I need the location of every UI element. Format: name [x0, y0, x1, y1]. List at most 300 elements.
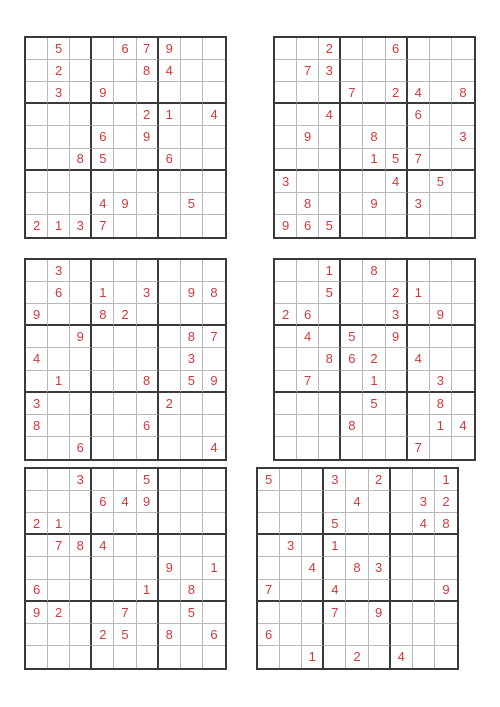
sudoku-cell: 5 [258, 469, 280, 491]
sudoku-cell: 1 [302, 646, 324, 668]
sudoku-cell [324, 557, 346, 579]
sudoku-cell [181, 646, 203, 668]
sudoku-cell [341, 371, 363, 393]
sudoku-cell [408, 326, 430, 348]
sudoku-cell: 5 [181, 193, 203, 215]
sudoku-cell [280, 646, 302, 668]
sudoku-cell: 6 [258, 624, 280, 646]
sudoku-cell [346, 469, 368, 491]
sudoku-cell: 4 [302, 557, 324, 579]
sudoku-cell [341, 260, 363, 282]
sudoku-cell [114, 393, 136, 415]
sudoku-cell [363, 215, 385, 237]
sudoku-cell [114, 60, 136, 82]
sudoku-cell [346, 535, 368, 557]
sudoku-cell [341, 149, 363, 171]
sudoku-cell [369, 491, 391, 513]
sudoku-cell [137, 326, 159, 348]
sudoku-cell: 6 [26, 580, 48, 602]
sudoku-cell [48, 557, 70, 579]
sudoku-cell [346, 602, 368, 624]
sudoku-cell [48, 193, 70, 215]
sudoku-cell [413, 535, 435, 557]
sudoku-cell: 1 [48, 371, 70, 393]
sudoku-cell [386, 193, 408, 215]
sudoku-cell [70, 260, 92, 282]
sudoku-cell [159, 260, 181, 282]
sudoku-cell [114, 104, 136, 126]
sudoku-cell [114, 371, 136, 393]
sudoku-cell: 4 [114, 491, 136, 513]
sudoku-cell: 5 [181, 602, 203, 624]
sudoku-cell [26, 437, 48, 459]
sudoku-cell: 8 [70, 535, 92, 557]
sudoku-cell [203, 469, 225, 491]
sudoku-cell [275, 437, 297, 459]
sudoku-cell [114, 215, 136, 237]
sudoku-cell [159, 469, 181, 491]
sudoku-cell [137, 624, 159, 646]
sudoku-cell [48, 104, 70, 126]
sudoku-cell [346, 624, 368, 646]
sudoku-cell: 1 [363, 149, 385, 171]
sudoku-cell [92, 602, 114, 624]
sudoku-cell: 4 [386, 171, 408, 193]
sudoku-cell: 2 [435, 491, 457, 513]
sudoku-cell [258, 535, 280, 557]
sudoku-cell [369, 535, 391, 557]
sudoku-cell [452, 60, 474, 82]
sudoku-cell [452, 437, 474, 459]
sudoku-cell [92, 437, 114, 459]
sudoku-cell: 8 [92, 304, 114, 326]
sudoku-cell [70, 491, 92, 513]
sudoku-cell [341, 437, 363, 459]
sudoku-cell [280, 580, 302, 602]
sudoku-cell: 6 [114, 38, 136, 60]
sudoku-cell: 9 [137, 126, 159, 148]
sudoku-cell [452, 371, 474, 393]
sudoku-cell [430, 38, 452, 60]
sudoku-cell [26, 82, 48, 104]
sudoku-cell [413, 602, 435, 624]
sudoku-cell [280, 624, 302, 646]
sudoku-cell [26, 282, 48, 304]
sudoku-cell: 8 [341, 415, 363, 437]
sudoku-cell [181, 557, 203, 579]
sudoku-cell [452, 104, 474, 126]
sudoku-cell [408, 371, 430, 393]
sudoku-cell [346, 580, 368, 602]
sudoku-cell: 7 [408, 149, 430, 171]
sudoku-cell: 3 [369, 557, 391, 579]
sudoku-cell: 6 [408, 104, 430, 126]
sudoku-cell [159, 304, 181, 326]
sudoku-cell [341, 215, 363, 237]
sudoku-cell [181, 171, 203, 193]
sudoku-cell [203, 215, 225, 237]
sudoku-cell [203, 193, 225, 215]
sudoku-cell [114, 557, 136, 579]
sudoku-cell [363, 415, 385, 437]
sudoku-cell: 9 [26, 602, 48, 624]
sudoku-cell [430, 149, 452, 171]
sudoku-cell [275, 415, 297, 437]
sudoku-cell: 5 [319, 282, 341, 304]
sudoku-cell [70, 82, 92, 104]
sudoku-cell [203, 580, 225, 602]
sudoku-cell: 6 [92, 491, 114, 513]
sudoku-cell: 8 [363, 126, 385, 148]
sudoku-cell [363, 282, 385, 304]
sudoku-cell [26, 104, 48, 126]
sudoku-cell [26, 193, 48, 215]
sudoku-cell [203, 646, 225, 668]
sudoku-cell: 9 [275, 215, 297, 237]
sudoku-cell [26, 38, 48, 60]
sudoku-cell: 9 [363, 193, 385, 215]
sudoku-cell: 3 [48, 82, 70, 104]
sudoku-cell [48, 149, 70, 171]
sudoku-cell: 4 [26, 348, 48, 370]
sudoku-cell [430, 126, 452, 148]
sudoku-cell [319, 149, 341, 171]
sudoku-cell: 3 [413, 491, 435, 513]
sudoku-cell [203, 415, 225, 437]
sudoku-cell [297, 348, 319, 370]
sudoku-cell [341, 393, 363, 415]
sudoku-cell [114, 82, 136, 104]
sudoku-cell [280, 602, 302, 624]
sudoku-cell [302, 602, 324, 624]
sudoku-cell: 5 [137, 469, 159, 491]
sudoku-cell [280, 513, 302, 535]
sudoku-cell [48, 469, 70, 491]
sudoku-cell: 5 [319, 215, 341, 237]
sudoku-cell: 7 [297, 60, 319, 82]
sudoku-cell: 1 [319, 260, 341, 282]
sudoku-cell: 8 [346, 557, 368, 579]
sudoku-cell: 2 [114, 304, 136, 326]
sudoku-cell: 8 [137, 371, 159, 393]
sudoku-cell [258, 491, 280, 513]
sudoku-cell [430, 260, 452, 282]
sudoku-cell [114, 513, 136, 535]
sudoku-cell: 3 [275, 171, 297, 193]
sudoku-cell [70, 393, 92, 415]
sudoku-cell [341, 60, 363, 82]
sudoku-cell: 2 [48, 60, 70, 82]
sudoku-cell [48, 580, 70, 602]
sudoku-cell [92, 38, 114, 60]
sudoku-cell [70, 557, 92, 579]
sudoku-cell: 2 [92, 624, 114, 646]
sudoku-cell [181, 126, 203, 148]
sudoku-cell [430, 82, 452, 104]
sudoku-cell [435, 602, 457, 624]
sudoku-cell [181, 104, 203, 126]
sudoku-cell [363, 104, 385, 126]
sudoku-cell [408, 215, 430, 237]
sudoku-cell [159, 282, 181, 304]
sudoku-cell [203, 513, 225, 535]
sudoku-cell: 6 [92, 126, 114, 148]
sudoku-cell [137, 535, 159, 557]
sudoku-cell [391, 535, 413, 557]
sudoku-cell [26, 469, 48, 491]
sudoku-cell [70, 602, 92, 624]
sudoku-cell: 8 [363, 260, 385, 282]
sudoku-cell [275, 82, 297, 104]
sudoku-cell: 1 [159, 104, 181, 126]
sudoku-cell [435, 624, 457, 646]
sudoku-cell [452, 193, 474, 215]
sudoku-cell [159, 193, 181, 215]
sudoku-cell: 6 [137, 415, 159, 437]
sudoku-cell: 8 [70, 149, 92, 171]
sudoku-cell [408, 415, 430, 437]
sudoku-cell: 6 [386, 38, 408, 60]
sudoku-cell [137, 557, 159, 579]
sudoku-cell: 9 [70, 326, 92, 348]
sudoku-cell: 9 [92, 82, 114, 104]
sudoku-cell [114, 535, 136, 557]
sudoku-cell [275, 149, 297, 171]
sudoku-cell: 3 [280, 535, 302, 557]
sudoku-cell [391, 513, 413, 535]
sudoku-cell [341, 104, 363, 126]
sudoku-cell [319, 82, 341, 104]
sudoku-cell [203, 491, 225, 513]
sudoku-cell [391, 469, 413, 491]
sudoku-cell [386, 260, 408, 282]
sudoku-cell [363, 171, 385, 193]
sudoku-cell [275, 393, 297, 415]
sudoku-cell [369, 580, 391, 602]
sudoku-cell [26, 535, 48, 557]
sudoku-cell: 4 [92, 193, 114, 215]
sudoku-cell [70, 171, 92, 193]
sudoku-cell [114, 260, 136, 282]
sudoku-cell: 2 [48, 602, 70, 624]
sudoku-cell [92, 371, 114, 393]
sudoku-cell [302, 491, 324, 513]
sudoku-cell: 7 [258, 580, 280, 602]
sudoku-cell [413, 469, 435, 491]
sudoku-cell: 4 [297, 326, 319, 348]
sudoku-grid-3 [24, 258, 227, 461]
sudoku-cell [408, 304, 430, 326]
sudoku-cell [159, 580, 181, 602]
sudoku-cell [391, 580, 413, 602]
sudoku-grid-5 [24, 467, 227, 670]
sudoku-cell [92, 348, 114, 370]
sudoku-cell [137, 260, 159, 282]
sudoku-cell [324, 624, 346, 646]
sudoku-cell [386, 348, 408, 370]
sudoku-cell [70, 415, 92, 437]
sudoku-cell: 2 [26, 215, 48, 237]
sudoku-cell [92, 60, 114, 82]
sudoku-cell [319, 326, 341, 348]
sudoku-cell [275, 348, 297, 370]
sudoku-cell [137, 149, 159, 171]
sudoku-cell: 1 [408, 282, 430, 304]
sudoku-cell: 2 [363, 348, 385, 370]
sudoku-cell: 9 [159, 557, 181, 579]
sudoku-cell: 6 [341, 348, 363, 370]
sudoku-cell [114, 149, 136, 171]
sudoku-cell [181, 491, 203, 513]
sudoku-cell [159, 415, 181, 437]
sudoku-cell [452, 348, 474, 370]
sudoku-cell: 1 [435, 469, 457, 491]
sudoku-cell: 8 [430, 393, 452, 415]
sudoku-cell [137, 215, 159, 237]
sudoku-cell [203, 149, 225, 171]
sudoku-cell [203, 126, 225, 148]
sudoku-cell [413, 557, 435, 579]
sudoku-cell: 2 [346, 646, 368, 668]
sudoku-cell: 4 [210, 440, 218, 456]
sudoku-cell [297, 282, 319, 304]
sudoku-cell [391, 491, 413, 513]
sudoku-cell [48, 646, 70, 668]
sudoku-cell: 4 [452, 415, 474, 437]
sudoku-cell: 7 [341, 82, 363, 104]
sudoku-cell [92, 104, 114, 126]
sudoku-cell: 3 [324, 469, 346, 491]
sudoku-cell [302, 580, 324, 602]
sudoku-cell [114, 326, 136, 348]
sudoku-cell [70, 104, 92, 126]
sudoku-cell [258, 513, 280, 535]
sudoku-cell [70, 513, 92, 535]
sudoku-cell: 6 [159, 149, 181, 171]
sudoku-cell: 8 [181, 580, 203, 602]
sudoku-cell [70, 126, 92, 148]
sudoku-cell [363, 60, 385, 82]
sudoku-cell: 8 [203, 282, 225, 304]
sudoku-cell: 8 [159, 624, 181, 646]
sudoku-cell [297, 104, 319, 126]
sudoku-cell [275, 193, 297, 215]
sudoku-cell [114, 646, 136, 668]
sudoku-cell [363, 304, 385, 326]
sudoku-cell [391, 557, 413, 579]
sudoku-cell [258, 602, 280, 624]
sudoku-cell [297, 260, 319, 282]
sudoku-cell [137, 393, 159, 415]
sudoku-cell [319, 171, 341, 193]
sudoku-cell [48, 304, 70, 326]
sudoku-cell [26, 371, 48, 393]
sudoku-cell [70, 580, 92, 602]
sudoku-cell: 9 [430, 304, 452, 326]
sudoku-cell: 3 [70, 215, 92, 237]
sudoku-cell [26, 60, 48, 82]
sudoku-cell [430, 282, 452, 304]
sudoku-cell [26, 171, 48, 193]
sudoku-cell: 9 [114, 193, 136, 215]
sudoku-cell [297, 171, 319, 193]
sudoku-cell [319, 415, 341, 437]
sudoku-cell [319, 193, 341, 215]
sudoku-cell: 9 [159, 38, 181, 60]
sudoku-cell [341, 304, 363, 326]
sudoku-cell [159, 535, 181, 557]
sudoku-cell: 7 [297, 371, 319, 393]
sudoku-cell [280, 491, 302, 513]
sudoku-cell: 4 [319, 104, 341, 126]
sudoku-cell [48, 624, 70, 646]
sudoku-grid-1 [24, 36, 227, 239]
sudoku-cell: 5 [92, 149, 114, 171]
sudoku-cell [137, 171, 159, 193]
sudoku-cell: 7 [324, 602, 346, 624]
sudoku-cell [159, 491, 181, 513]
sudoku-cell [203, 82, 225, 104]
sudoku-cell: 9 [137, 491, 159, 513]
sudoku-cell [181, 304, 203, 326]
sudoku-cell: 4 [92, 535, 114, 557]
sudoku-cell: 1 [324, 535, 346, 557]
sudoku-cell [341, 171, 363, 193]
sudoku-cell [413, 624, 435, 646]
sudoku-cell [408, 60, 430, 82]
sudoku-cell [70, 304, 92, 326]
sudoku-cell [181, 469, 203, 491]
sudoku-cell [48, 326, 70, 348]
sudoku-cell: 3 [137, 282, 159, 304]
sudoku-cell [386, 371, 408, 393]
sudoku-cell: 2 [137, 104, 159, 126]
sudoku-cell [297, 82, 319, 104]
sudoku-cell: 8 [137, 60, 159, 82]
sudoku-cell [319, 371, 341, 393]
sudoku-cell [363, 38, 385, 60]
sudoku-cell: 9 [386, 326, 408, 348]
sudoku-cell [297, 38, 319, 60]
sudoku-cell: 7 [408, 437, 430, 459]
sudoku-cell [302, 469, 324, 491]
sudoku-cell [203, 348, 225, 370]
sudoku-cell [275, 371, 297, 393]
sudoku-cell [92, 415, 114, 437]
sudoku-cell [435, 557, 457, 579]
sudoku-cell [92, 580, 114, 602]
sudoku-cell: 8 [452, 82, 474, 104]
sudoku-cell [26, 149, 48, 171]
sudoku-cell [341, 38, 363, 60]
sudoku-grid-2 [273, 36, 476, 239]
sudoku-cell [413, 580, 435, 602]
sudoku-cell [159, 82, 181, 104]
sudoku-cell: 4 [408, 82, 430, 104]
sudoku-cell [137, 82, 159, 104]
sudoku-cell: 4 [159, 60, 181, 82]
sudoku-cell [159, 513, 181, 535]
sudoku-cell [114, 282, 136, 304]
sudoku-cell [430, 104, 452, 126]
sudoku-cell [92, 469, 114, 491]
sudoku-cell [386, 60, 408, 82]
sudoku-cell: 6 [48, 282, 70, 304]
sudoku-cell [181, 393, 203, 415]
sudoku-cell [430, 60, 452, 82]
sudoku-cell [369, 646, 391, 668]
sudoku-cell [114, 580, 136, 602]
